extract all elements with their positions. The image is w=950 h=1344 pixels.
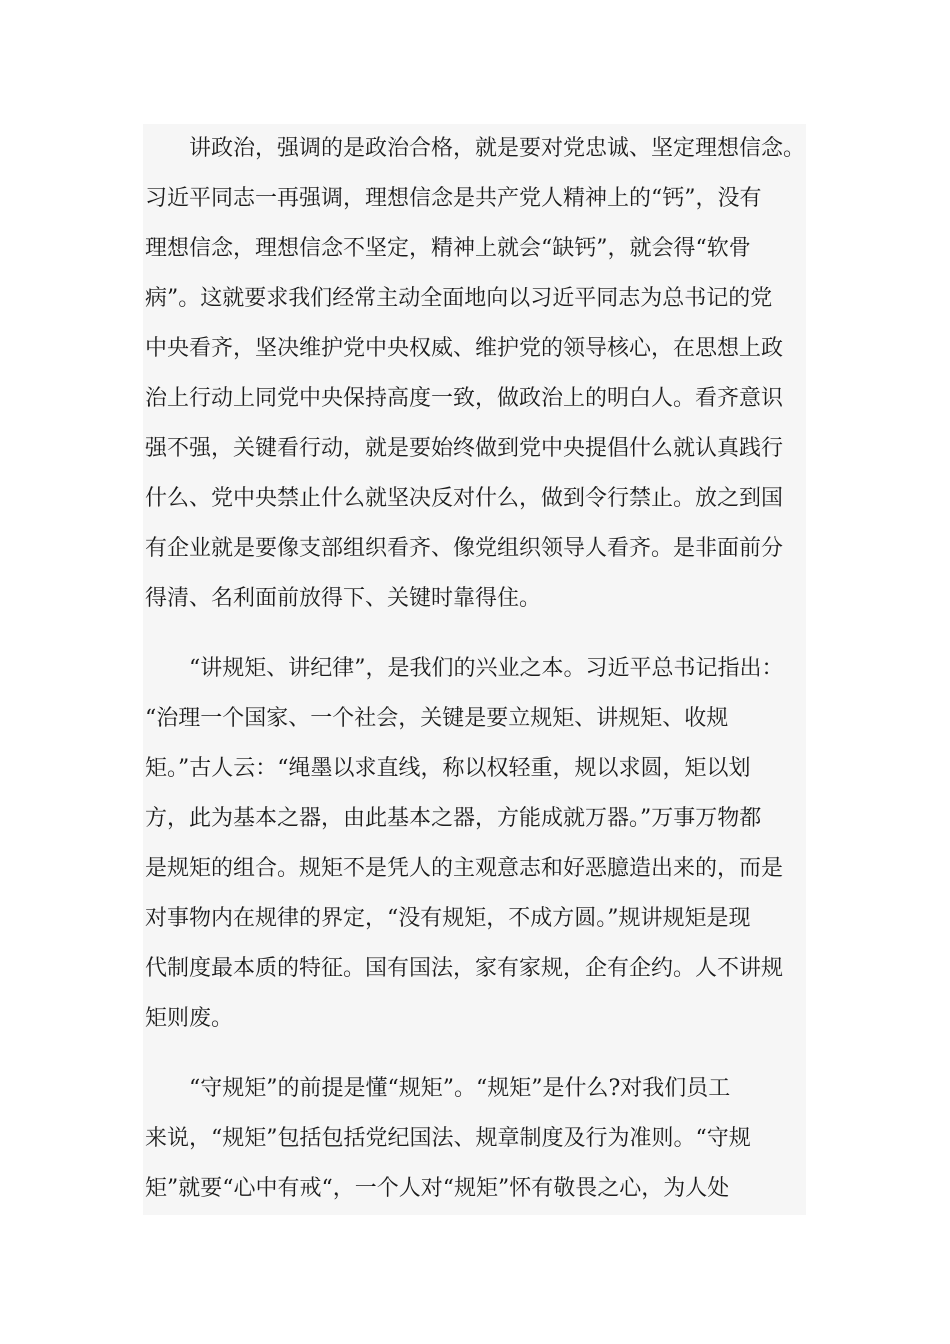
text-line: “守规矩”的前提是懂“规矩”。“规矩”是什么?对我们员工 <box>145 1076 731 1101</box>
text-line: 来说，“规矩”包括包括党纪国法、规章制度及行为准则。“守规 <box>145 1126 751 1151</box>
paragraph-political-integrity <box>145 124 815 624</box>
text-line: 对事物内在规律的界定，“没有规矩，不成方圆。”规讲规矩是现 <box>145 906 751 931</box>
paragraph-rules-discipline <box>145 644 815 1044</box>
paragraph-keep-rules <box>145 1064 815 1214</box>
text-line: “治理一个国家、一个社会，关键是要立规矩、讲规矩、收规 <box>145 706 729 731</box>
text-line: 病”。这就要求我们经常主动全面地向以习近平同志为总书记的党 <box>145 286 773 311</box>
text-line: 理想信念，理想信念不坚定，精神上就会“缺钙”，就会得“软骨 <box>145 236 751 261</box>
text-line: 矩。”古人云：“绳墨以求直线，称以权轻重，规以求圆，矩以划 <box>145 756 751 781</box>
text-line: 矩”就要“心中有戒“，一个人对“规矩”怀有敬畏之心，为人处 <box>145 1176 730 1201</box>
text-line: 什么、党中央禁止什么就坚决反对什么，做到令行禁止。放之到国 <box>145 486 784 511</box>
text-line: 矩则废。 <box>145 1006 234 1031</box>
text-line: 强不强，关键看行动，就是要始终做到党中央提倡什么就认真践行 <box>145 436 784 461</box>
text-line: 是规矩的组合。规矩不是凭人的主观意志和好恶臆造出来的，而是 <box>145 856 784 881</box>
text-line: 得清、名利面前放得下、关键时靠得住。 <box>145 586 542 611</box>
text-line: 治上行动上同党中央保持高度一致，做政治上的明白人。看齐意识 <box>145 386 784 411</box>
text-line: 习近平同志一再强调，理想信念是共产党人精神上的“钙”，没有 <box>145 186 762 211</box>
text-line: 中央看齐，坚决维护党中央权威、维护党的领导核心，在思想上政 <box>145 336 784 361</box>
text-line: 方，此为基本之器，由此基本之器，方能成就万器。”万事万物都 <box>145 806 762 831</box>
text-line: 代制度最本质的特征。国有国法，家有家规，企有企约。人不讲规 <box>145 956 784 981</box>
text-line: 讲政治，强调的是政治合格，就是要对党忠诚、坚定理想信念。 <box>145 136 806 161</box>
text-line: 有企业就是要像支部组织看齐、像党组织领导人看齐。是非面前分 <box>145 536 784 561</box>
text-line: “讲规矩、讲纪律”，是我们的兴业之本。习近平总书记指出： <box>145 656 784 681</box>
